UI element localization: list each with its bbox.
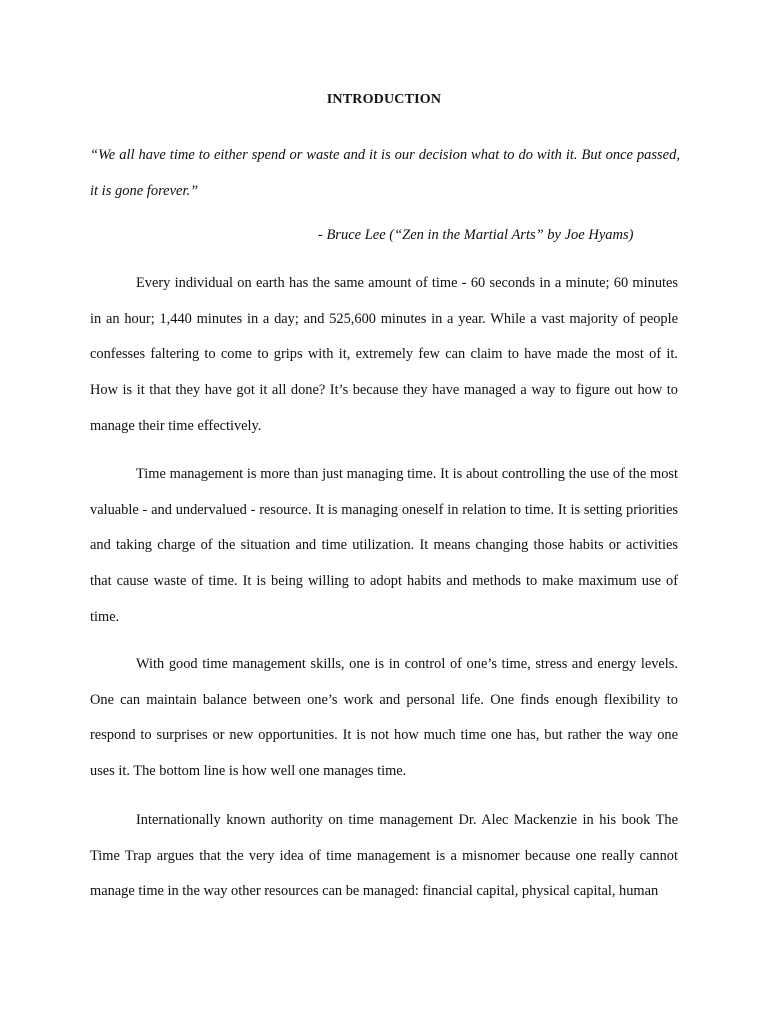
body-paragraph-2: Time management is more than just managing time. It is about controlling the use of the most valuable - and undervalued - resource. It is managing oneself in relation to time. It is setting priorities and taking charge of the situation and time utilization. It means changing those habits or activities that cause waste of time. It is being willing to adopt habits and methods to make maximum use of time. (90, 466, 678, 625)
page-heading: INTRODUCTION (326, 92, 442, 107)
body-paragraph-3: With good time management skills, one is in control of one’s time, stress and energy levels. One can maintain balance between one’s work and personal life. One finds enough flexibility to respond to surprises or new opportunities. It is not how much time one has, but rather the way one uses it. The bottom line is how well one manages time. (90, 656, 678, 780)
body-paragraph-4: Internationally known authority on time management Dr. Alec Mackenzie in his book The Time Trap argues that the very idea of time management is a misnomer because one really cannot manage time in the way other resources can be managed: financial capital, physical capital, human (90, 812, 678, 900)
body-paragraph-1: Every individual on earth has the same amount of time - 60 seconds in a minute; 60 minutes in an hour; 1,440 minutes in a day; and 525,600 minutes in a year. While a vast majority of people confesses faltering to come to grips with it, extremely few can claim to have made the most of it. How is it that they have got it all done? It’s because they have managed a way to figure out how to manage their time effectively. (90, 275, 678, 434)
epigraph-attribution: - Bruce Lee (“Zen in the Martial Arts” by Joe Hyams) (318, 227, 634, 243)
epigraph-quote: “We all have time to either spend or waste and it is our decision what to do with it. But once passed, it is gone forever.” (90, 147, 680, 199)
